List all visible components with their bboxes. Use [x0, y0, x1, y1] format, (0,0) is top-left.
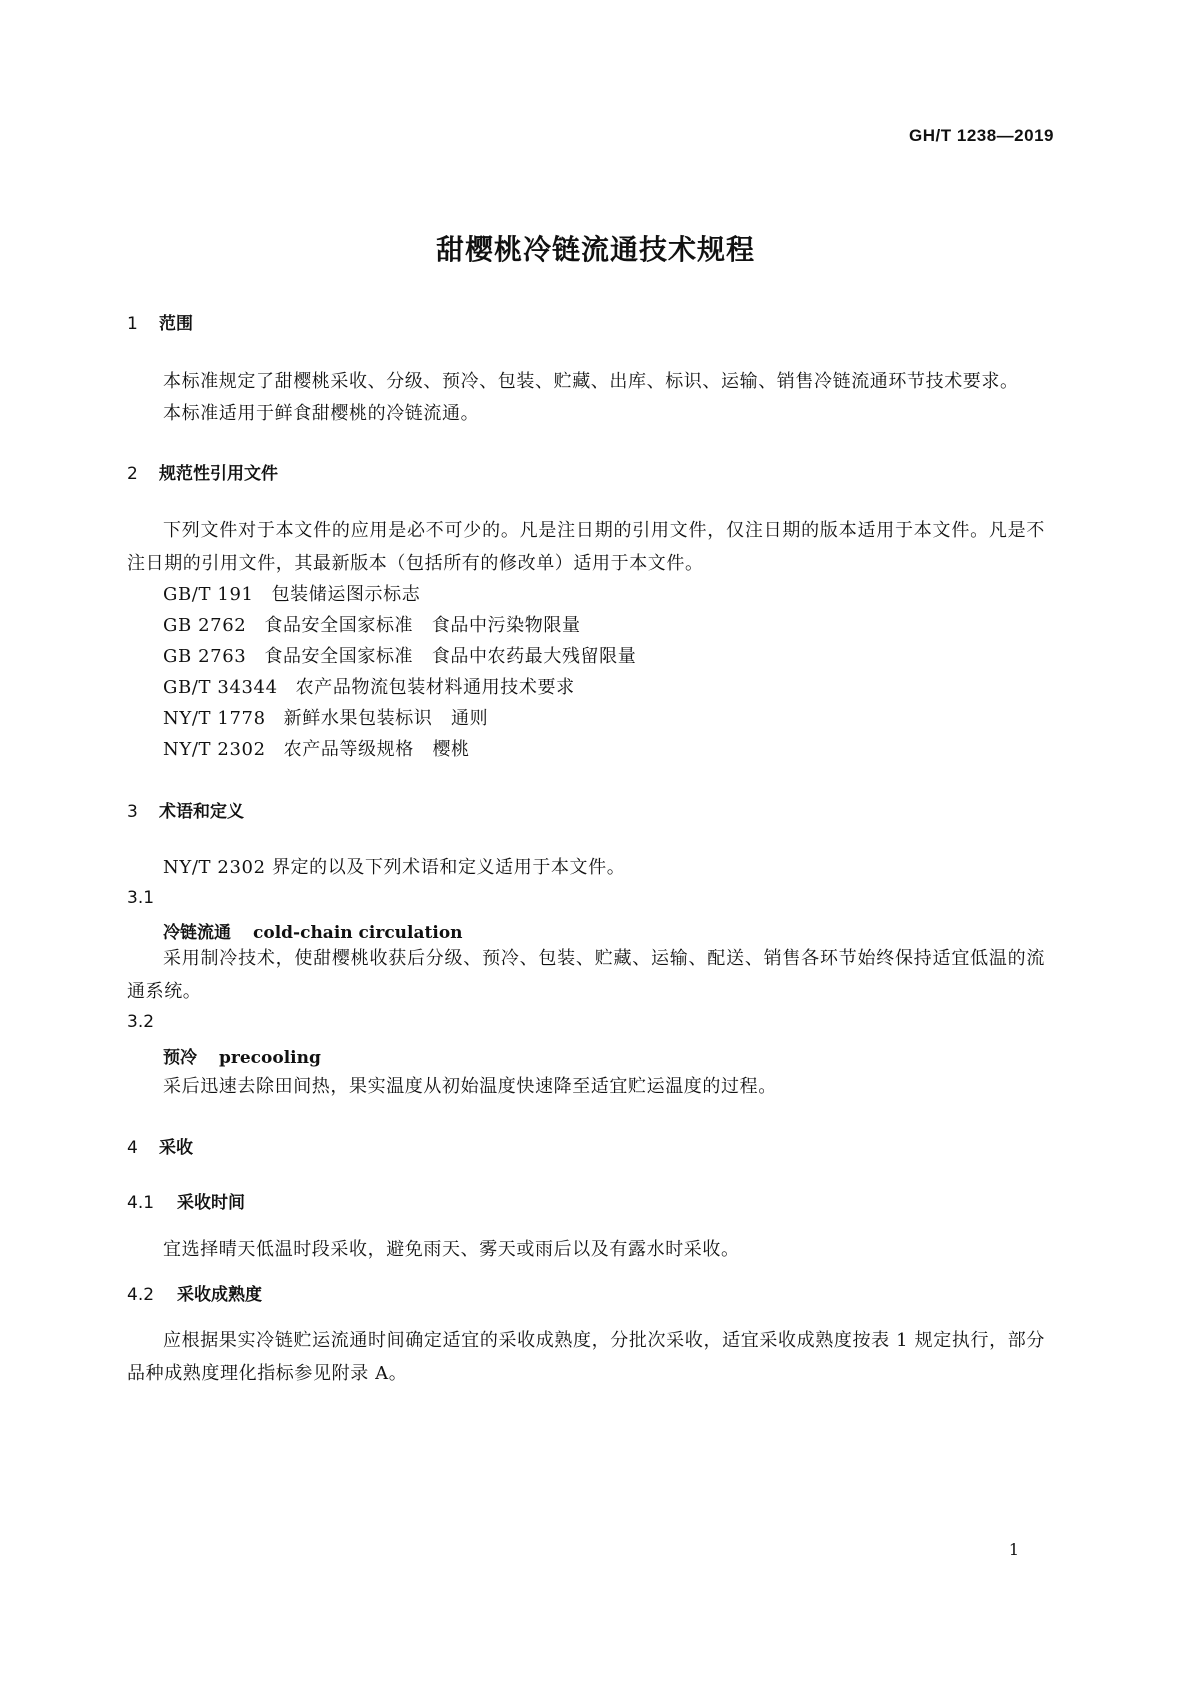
term-definition: 采后迅速去除田间热，果实温度从初始温度快速降至适宜贮运温度的过程。	[163, 1076, 777, 1097]
section-4-heading	[127, 1133, 193, 1158]
subsection-4-1-heading	[127, 1188, 245, 1213]
reference-code: NY/T 2302	[163, 739, 266, 760]
paragraph: 下列文件对于本文件的应用是必不可少的。凡是注日期的引用文件，仅注日期的版本适用于本文件。凡是不注日期的引用文件，其最新版本（包括所有的修改单）适用于本文件。	[127, 520, 1045, 574]
section-number: 4	[127, 1138, 138, 1158]
section-number: 3	[127, 802, 138, 822]
term-chinese: 预冷	[163, 1048, 197, 1068]
term-english: cold-chain circulation	[253, 923, 463, 943]
reference-code: GB/T 34344	[163, 677, 278, 698]
term-english: precooling	[219, 1048, 321, 1068]
subsection-4-2-heading	[127, 1280, 262, 1305]
page-number: 1	[1008, 1540, 1019, 1559]
reference-title: 食品安全国家标准 食品中污染物限量	[264, 615, 581, 636]
reference-code: GB 2763	[163, 646, 247, 667]
reference-item	[163, 611, 581, 637]
section-title: 采收	[159, 1138, 193, 1158]
section-3-heading	[127, 797, 244, 822]
paragraph: 宜选择晴天低温时段采收，避免雨天、雾天或雨后以及有露水时采收。	[163, 1239, 740, 1260]
term-number: 3.2	[127, 1012, 155, 1032]
subsection-title: 采收成熟度	[177, 1285, 262, 1305]
reference-item	[163, 735, 470, 761]
term-heading	[163, 1043, 321, 1068]
paragraph: 本标准适用于鲜食甜樱桃的冷链流通。	[163, 403, 480, 424]
section-title: 范围	[159, 314, 193, 334]
term-heading	[163, 918, 463, 943]
reference-code: GB 2762	[163, 615, 247, 636]
document-number: GH/T 1238—2019	[909, 126, 1054, 145]
reference-title: 包装储运图示标志	[271, 584, 421, 605]
reference-title: 新鲜水果包装标识 通则	[283, 708, 489, 729]
section-number: 2	[127, 464, 138, 484]
term-number: 3.1	[127, 888, 155, 908]
section-title: 术语和定义	[159, 802, 244, 822]
paragraph: 应根据果实冷链贮运流通时间确定适宜的采收成熟度，分批次采收，适宜采收成熟度按表 1 规定执行，部分品种成熟度理化指标参见附录 A。	[127, 1330, 1045, 1384]
paragraph: NY/T 2302 界定的以及下列术语和定义适用于本文件。	[163, 857, 626, 878]
reference-code: NY/T 1778	[163, 708, 266, 729]
reference-item	[163, 673, 575, 699]
reference-code: GB/T 191	[163, 584, 254, 605]
reference-item	[163, 704, 488, 730]
reference-item	[163, 642, 636, 668]
paragraph: 本标准规定了甜樱桃采收、分级、预冷、包装、贮藏、出库、标识、运输、销售冷链流通环节技术要求。	[163, 371, 1019, 392]
term-definition: 采用制冷技术，使甜樱桃收获后分级、预冷、包装、贮藏、运输、配送、销售各环节始终保持适宜低温的流通系统。	[127, 948, 1045, 1002]
page-title: 甜樱桃冷链流通技术规程	[435, 233, 755, 266]
section-2-heading	[127, 459, 278, 484]
section-1-heading	[127, 309, 193, 334]
reference-item	[163, 580, 420, 606]
reference-title: 农产品物流包装材料通用技术要求	[295, 677, 575, 698]
term-chinese: 冷链流通	[163, 923, 231, 943]
subsection-number: 4.1	[127, 1193, 155, 1213]
reference-title: 农产品等级规格 樱桃	[283, 739, 470, 760]
subsection-title: 采收时间	[177, 1193, 245, 1213]
reference-title: 食品安全国家标准 食品中农药最大残留限量	[264, 646, 637, 667]
section-title: 规范性引用文件	[159, 464, 278, 484]
section-number: 1	[127, 314, 138, 334]
subsection-number: 4.2	[127, 1285, 155, 1305]
